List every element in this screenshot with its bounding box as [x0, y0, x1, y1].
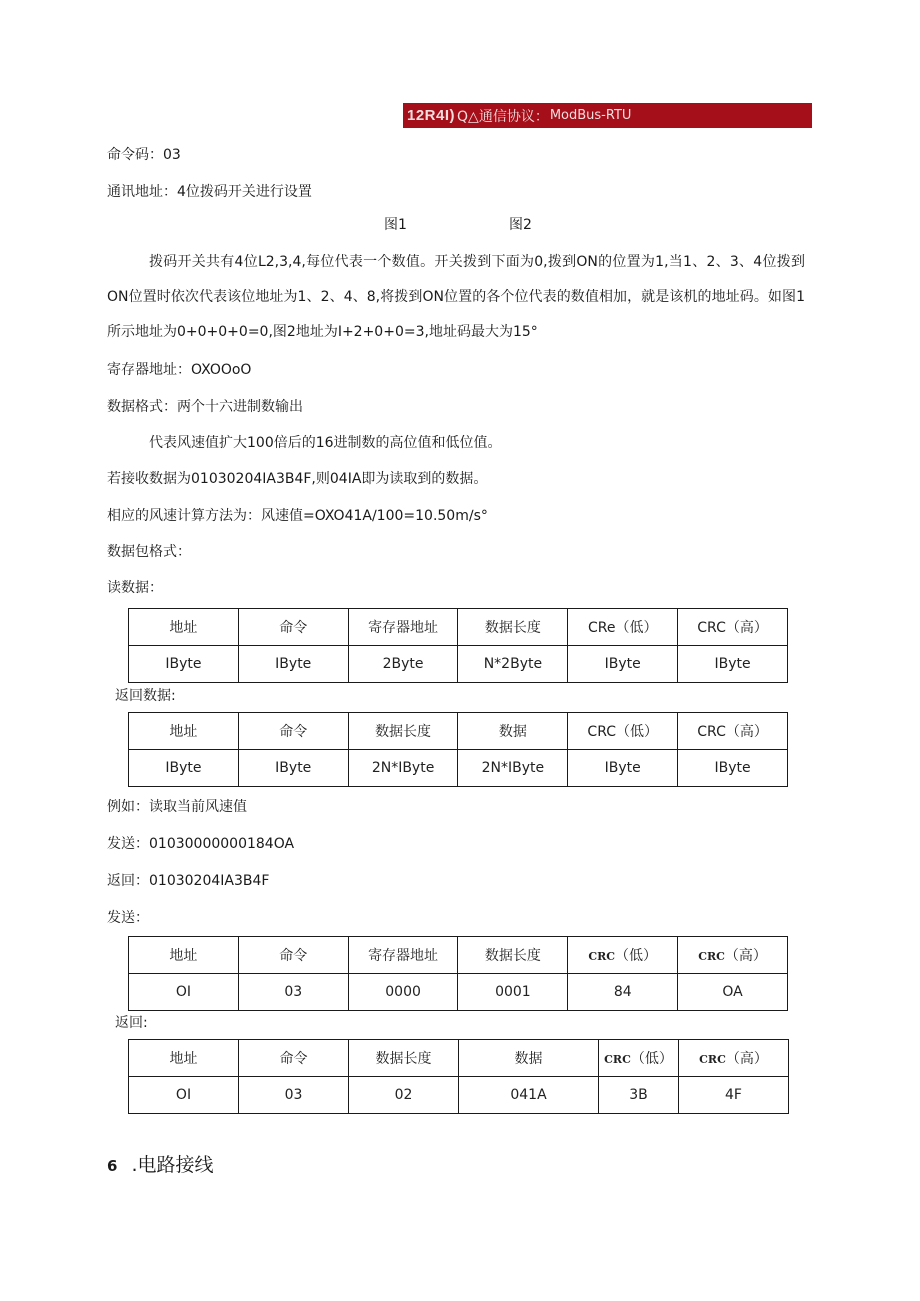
table-cell: OA: [678, 974, 788, 1011]
table-cell: IByte: [129, 646, 239, 683]
send-label: 发送：: [107, 910, 149, 926]
table-header-row: [129, 1040, 789, 1077]
crc-prefix: CRC: [698, 950, 725, 963]
table-cell: 0001: [458, 974, 568, 1011]
table-cell: 84: [568, 974, 678, 1011]
table-cell: IByte: [129, 750, 239, 787]
header-cell: CRC（高）: [678, 713, 788, 750]
table-cell: 2Byte: [348, 646, 458, 683]
crc-prefix: CRC: [699, 1053, 726, 1066]
table-row: [129, 750, 788, 787]
table-cell: OI: [129, 974, 239, 1011]
table-cell: N*2Byte: [458, 646, 568, 683]
calc-method: 相应的风速计算方法为：风速值=OXO41A∕100=10.50m∕s°: [107, 508, 488, 524]
return-data-table: [128, 712, 788, 787]
section-title: .电路接线: [131, 1154, 214, 1176]
return-label: 返回:: [115, 1015, 148, 1031]
header-cell: 数据长度: [458, 609, 568, 646]
register-address: 寄存器地址：OXOOoO: [107, 362, 252, 378]
table-cell: IByte: [568, 646, 678, 683]
table-cell: 4F: [679, 1077, 789, 1114]
data-description: 代表风速值扩大100倍后的16进制数的高位值和低位值。: [149, 435, 502, 451]
data-format: 数据格式：两个十六进制数输出: [107, 399, 303, 415]
banner-protocol: ModBus-RTU: [549, 108, 632, 123]
crc-prefix: CRC: [604, 1053, 631, 1066]
header-cell: 命令: [239, 1040, 349, 1077]
header-cell: CRe（低）: [568, 609, 678, 646]
table-header-row: [129, 713, 788, 750]
header-cell: 寄存器地址: [348, 609, 458, 646]
table-cell: IByte: [238, 750, 348, 787]
header-cell: 地址: [129, 713, 239, 750]
table-cell: 03: [238, 974, 348, 1011]
table-cell: IByte: [678, 646, 788, 683]
receive-example: 若接收数据为01030204IA3B4F,则04IA即为读取到的数据。: [107, 471, 488, 487]
table-cell: OI: [129, 1077, 239, 1114]
header-cell: 数据: [459, 1040, 599, 1077]
return-data-label: 返回数据:: [115, 688, 176, 704]
protocol-banner: [403, 103, 812, 128]
header-cell: 数据长度: [458, 937, 568, 974]
header-cell: [678, 937, 788, 974]
return-example: 返回：01030204IA3B4F: [107, 873, 270, 889]
table-row: [129, 646, 788, 683]
read-data-label: 读数据：: [107, 580, 163, 596]
table-cell: 3B: [599, 1077, 679, 1114]
table-cell: 041A: [459, 1077, 599, 1114]
reply-table: [128, 1039, 789, 1114]
figure-1-caption: 图1: [384, 217, 407, 233]
header-cell: CRC（低）: [568, 713, 678, 750]
header-cell: 数据: [458, 713, 568, 750]
example-line: 例如：读取当前风速值: [107, 799, 247, 815]
table-row: [129, 974, 788, 1011]
section-number: 6: [107, 1157, 118, 1175]
header-cell: [679, 1040, 789, 1077]
header-cell: 地址: [129, 937, 239, 974]
packet-format: 数据包格式：: [107, 544, 191, 560]
header-cell: 命令: [238, 937, 348, 974]
table-row: [129, 1077, 789, 1114]
header-cell: 寄存器地址: [348, 937, 458, 974]
table-cell: 2N*IByte: [348, 750, 458, 787]
header-cell: [599, 1040, 679, 1077]
crc-high-label: （高）: [725, 1051, 768, 1067]
header-cell: 命令: [238, 713, 348, 750]
table-header-row: [129, 937, 788, 974]
send-table: [128, 936, 788, 1011]
send-example: 发送：01030000000184OA: [107, 836, 295, 852]
crc-low-label: （低）: [630, 1051, 673, 1067]
table-cell: IByte: [238, 646, 348, 683]
read-data-table: [128, 608, 788, 683]
header-cell: 命令: [238, 609, 348, 646]
table-cell: IByte: [568, 750, 678, 787]
banner-code: 12R4I): [407, 107, 456, 124]
table-cell: 02: [349, 1077, 459, 1114]
crc-prefix: CRC: [588, 950, 616, 963]
table-cell: 0000: [348, 974, 458, 1011]
dip-switch-paragraph: [107, 245, 805, 350]
header-cell: 地址: [129, 609, 239, 646]
header-cell: CRC（高）: [678, 609, 788, 646]
section-heading: [107, 1150, 213, 1177]
command-code: 命令码：03: [107, 147, 181, 163]
dip-switch-text: 拨码开关共有4位L2,3,4,每位代表一个数值。开关拨到下面为0,拨到ON的位置为1,当1、2、3、4位拨到ON位置时依次代表该位地址为1、2、4、8,将拨到ON位置的各个位代表的数值相加，就是该机的地址码。如图1所示地址为0+0+0+0=0,图2地址为I+2+0+0=3,地址码最大为15°: [107, 254, 805, 340]
table-header-row: [129, 609, 788, 646]
table-cell: 2N*IByte: [458, 750, 568, 787]
banner-label: Q△通信协议：: [457, 108, 549, 125]
table-cell: IByte: [678, 750, 788, 787]
header-cell: 地址: [129, 1040, 239, 1077]
crc-high-label: （高）: [724, 948, 767, 964]
crc-low-label: （低）: [615, 948, 658, 964]
header-cell: 数据长度: [349, 1040, 459, 1077]
header-cell: 数据长度: [348, 713, 458, 750]
header-cell: [568, 937, 678, 974]
table-cell: 03: [239, 1077, 349, 1114]
comm-address: 通讯地址：4位拨码开关进行设置: [107, 184, 312, 200]
figure-2-caption: 图2: [509, 217, 532, 233]
